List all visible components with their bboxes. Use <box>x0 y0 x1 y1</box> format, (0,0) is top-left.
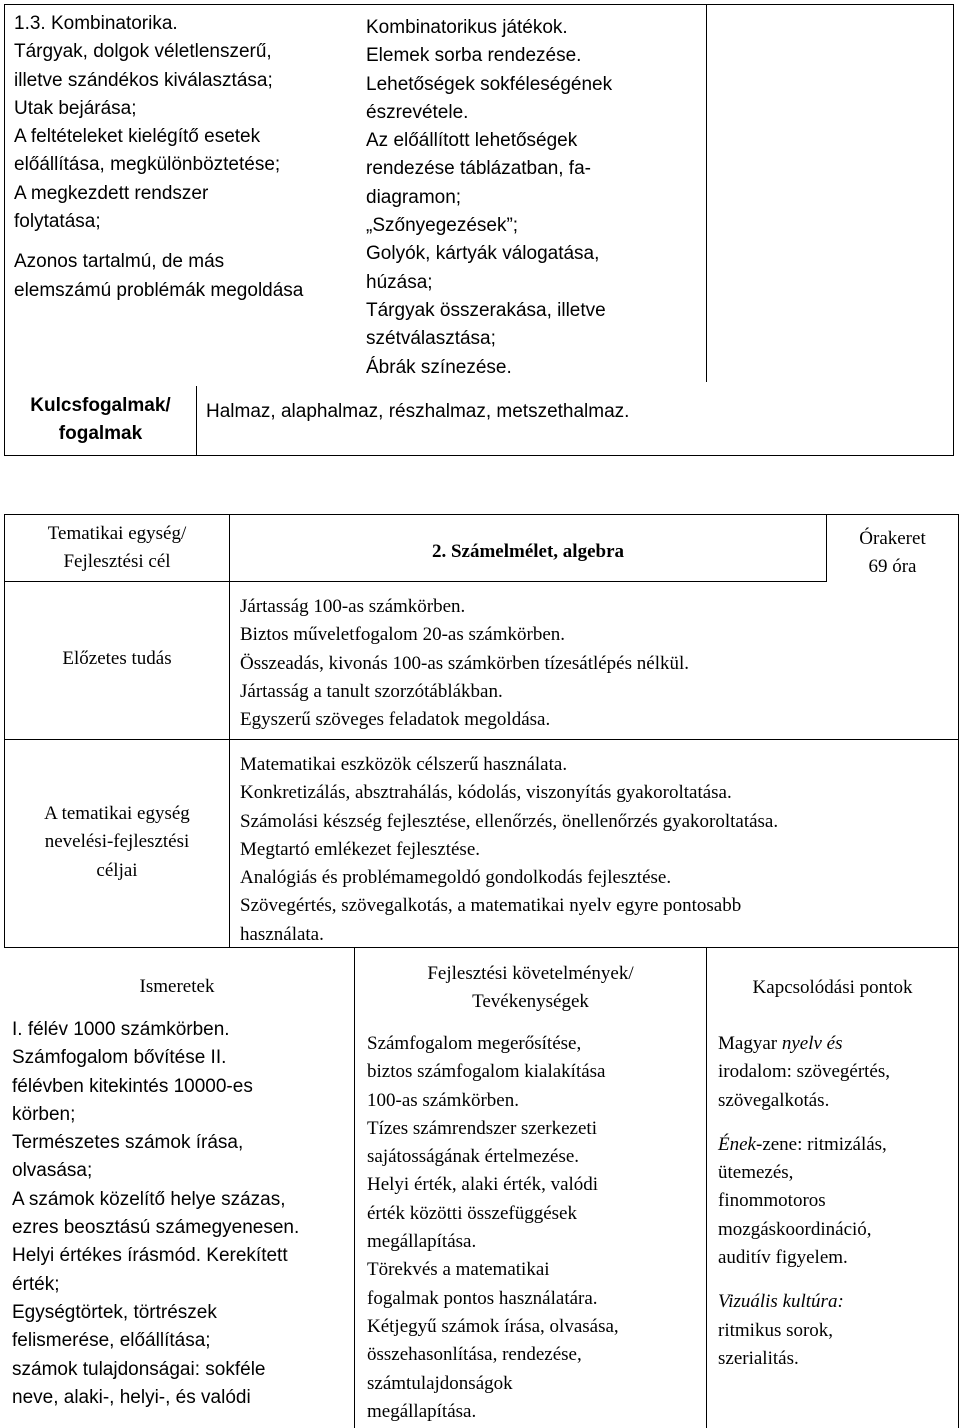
text-line: sajátosságának értelmezése. <box>367 1146 580 1168</box>
text-line: ritmikus sorok, <box>718 1319 834 1341</box>
unit-row2-bottom <box>4 739 959 740</box>
text-line: Matematikai eszközök célszerű használata. <box>240 754 568 775</box>
text-line: Lehetőségek sokféleségének <box>366 73 613 95</box>
col1-text <box>12 1016 299 1412</box>
text-line: Törekvés a matematikai <box>367 1259 550 1281</box>
text-line: Ábrák színezése. <box>366 356 512 378</box>
text-line: biztos számfogalom kialakítása <box>367 1061 606 1083</box>
top-right-border <box>953 4 954 456</box>
text-line: Tárgyak, dolgok véletlenszerű, <box>14 41 272 63</box>
text-line: Azonos tartalmú, de más <box>14 251 225 273</box>
text-line: szétválasztása; <box>366 328 496 350</box>
top-left-text <box>14 10 303 305</box>
text-line: félévben kitekintés 10000-es <box>12 1075 253 1097</box>
key-concepts-value: Halmaz, alaphalmaz, részhalmaz, metszethalmaz. <box>206 401 630 422</box>
text-line: A számok közelítő helye százas, <box>12 1188 286 1210</box>
italic-span: Ének- <box>718 1133 763 1155</box>
text-line: Jártasság 100-as számkörben. <box>240 596 466 617</box>
text-line: irodalom: szövegértés, <box>718 1061 891 1083</box>
label-line: Tematikai egység/ <box>47 523 187 544</box>
unit-col-divider <box>229 514 230 948</box>
text-line: I. félév 1000 számkörben. <box>12 1019 230 1040</box>
content-col2-divider <box>706 947 707 1428</box>
text-span: Magyar <box>718 1033 782 1054</box>
label-line: Tevékenységek <box>472 991 589 1013</box>
text-line: Számolási készség fejlesztése, ellenőrzés, önellenőrzés gyakoroltatása. <box>240 810 779 832</box>
connection-enek <box>718 1131 890 1159</box>
text-line: Egyszerű szöveges feladatok megoldása. <box>240 709 551 731</box>
text-line: Kombinatorikus játékok. <box>366 17 568 38</box>
text-line: szövegalkotás. <box>718 1089 830 1111</box>
text-line: Helyi érték, alaki érték, valódi <box>367 1174 599 1196</box>
text-line: Összeadás, kivonás 100-as számkörben tízesátlépés nélkül. <box>240 652 690 674</box>
text-line: számok tulajdonságai: sokféle <box>12 1358 266 1380</box>
unit-title: 2. Számelmélet, algebra <box>431 541 625 562</box>
text-line: érték; <box>12 1273 60 1295</box>
text-line: észrevétele. <box>366 101 469 123</box>
text-line: olvasása; <box>12 1160 93 1182</box>
col-ismeretek-header: Ismeretek <box>139 976 215 997</box>
content-col1-divider <box>354 947 355 1428</box>
text-line: felismerése, előállítása; <box>12 1330 211 1352</box>
col3-text <box>718 1030 890 1373</box>
connection-magyar <box>718 1030 890 1058</box>
text-line: megállapítása. <box>367 1400 477 1422</box>
top-middle-text <box>366 14 612 382</box>
text-line: körben; <box>12 1103 76 1125</box>
label-line: Fejlesztési követelmények/ <box>427 963 634 984</box>
text-line: auditív figyelem. <box>718 1247 848 1269</box>
text-line: Természetes számok írása, <box>12 1132 244 1154</box>
text-line: mozgáskoordináció, <box>718 1218 872 1240</box>
text-line: Számfogalom bővítése II. <box>12 1047 227 1069</box>
text-line: Elemek sorba rendezése. <box>366 45 582 67</box>
top-right-col-divider <box>706 4 707 382</box>
hours-label <box>827 525 958 582</box>
text-line: 1.3. Kombinatorika. <box>14 13 178 34</box>
text-line: Az előállított lehetőségek <box>366 130 578 152</box>
label-line: Fejlesztési cél <box>63 551 171 573</box>
text-line: Megtartó emlékezet fejlesztése. <box>240 838 481 860</box>
text-line: ütemezés, <box>718 1162 794 1184</box>
text-line: összehasonlítása, rendezése, <box>367 1344 582 1366</box>
text-line: Analógiás és problémamegoldó gondolkodás fejlesztése. <box>240 867 672 889</box>
text-line: illetve szándékos kiválasztása; <box>14 69 273 91</box>
text-line: folytatása; <box>14 211 101 233</box>
col-kapcsolodasi-header: Kapcsolódási pontok <box>752 977 913 998</box>
unit-row1-bottom <box>4 581 827 582</box>
text-line: Számfogalom megerősítése, <box>367 1033 582 1054</box>
text-line: Kétjegyű számok írása, olvasása, <box>367 1315 619 1337</box>
label-line: 69 óra <box>868 556 917 578</box>
text-line: Egységtörtek, törtrészek <box>12 1301 217 1323</box>
italic-span: Vizuális kultúra: <box>718 1291 844 1313</box>
col2-text <box>367 1030 619 1426</box>
text-line: elemszámú problémák megoldása <box>14 279 304 301</box>
text-line: Jártasság a tanult szorzótáblákban. <box>240 680 503 702</box>
connection-vizualis <box>718 1288 890 1316</box>
text-line: Tízes számrendszer szerkezeti <box>367 1117 597 1139</box>
text-line: szerialitás. <box>718 1347 799 1369</box>
goals-label <box>5 800 229 885</box>
text-line: fogalmak pontos használatára. <box>367 1287 598 1309</box>
text-line: A feltételeket kielégítő esetek <box>14 126 261 148</box>
prior-knowledge-text <box>240 593 689 734</box>
label-line: Órakeret <box>859 528 926 549</box>
text-line: „Szőnyegezések”; <box>366 215 519 237</box>
unit-right-border <box>958 514 959 948</box>
text-line: diagramon; <box>366 186 462 208</box>
text-line: finommotoros <box>718 1190 826 1212</box>
text-line: ezres beosztású számegyenesen. <box>12 1217 300 1239</box>
goals-text <box>240 751 778 949</box>
top-bottom-border <box>4 455 954 456</box>
label-line: céljai <box>96 859 138 881</box>
text-line: Konkretizálás, absztrahálás, kódolás, viszonyítás gyakoroltatása. <box>240 782 732 804</box>
text-line: Helyi értékes írásmód. Kerekített <box>12 1245 288 1267</box>
text-line: Biztos műveletfogalom 20-as számkörben. <box>240 624 566 646</box>
key-concepts-divider <box>196 386 197 456</box>
text-line: megállapítása. <box>367 1231 477 1253</box>
top-border <box>4 4 954 5</box>
text-line: Utak bejárása; <box>14 97 137 119</box>
text-line: 100-as számkörben. <box>367 1089 519 1111</box>
text-line: előállítása, megkülönböztetése; <box>14 154 281 176</box>
text-line: A megkezdett rendszer <box>14 182 209 204</box>
text-line: húzása; <box>366 271 433 293</box>
text-line: Golyók, kártyák válogatása, <box>366 243 600 265</box>
label-line: nevelési-fejlesztési <box>44 831 190 853</box>
text-line: Tárgyak összerakása, illetve <box>366 299 606 321</box>
col-fejlesztesi-header <box>355 960 706 1017</box>
unit-top-border <box>4 514 959 515</box>
label-line: Kulcsfogalmak/ <box>30 395 171 416</box>
label-line: fogalmak <box>58 423 143 445</box>
text-line: neve, alaki-, helyi-, és valódi <box>12 1386 251 1408</box>
key-concepts-label <box>5 392 196 449</box>
text-span: zene: ritmizálás, <box>762 1133 887 1155</box>
text-line: Szövegértés, szövegalkotás, a matematikai nyelv egyre pontosabb <box>240 895 742 917</box>
label-line: A tematikai egység <box>44 803 190 824</box>
text-line: számtulajdonságok <box>367 1372 513 1394</box>
prior-knowledge-label: Előzetes tudás <box>62 648 172 669</box>
content-right-border <box>958 947 959 1428</box>
top-left-border <box>4 4 5 456</box>
text-line: használata. <box>240 923 324 945</box>
unit-header-label <box>5 520 229 577</box>
text-line: érték közötti összefüggések <box>367 1202 577 1224</box>
italic-span: nyelv és <box>781 1033 843 1054</box>
text-line: rendezése táblázatban, fa- <box>366 158 591 180</box>
